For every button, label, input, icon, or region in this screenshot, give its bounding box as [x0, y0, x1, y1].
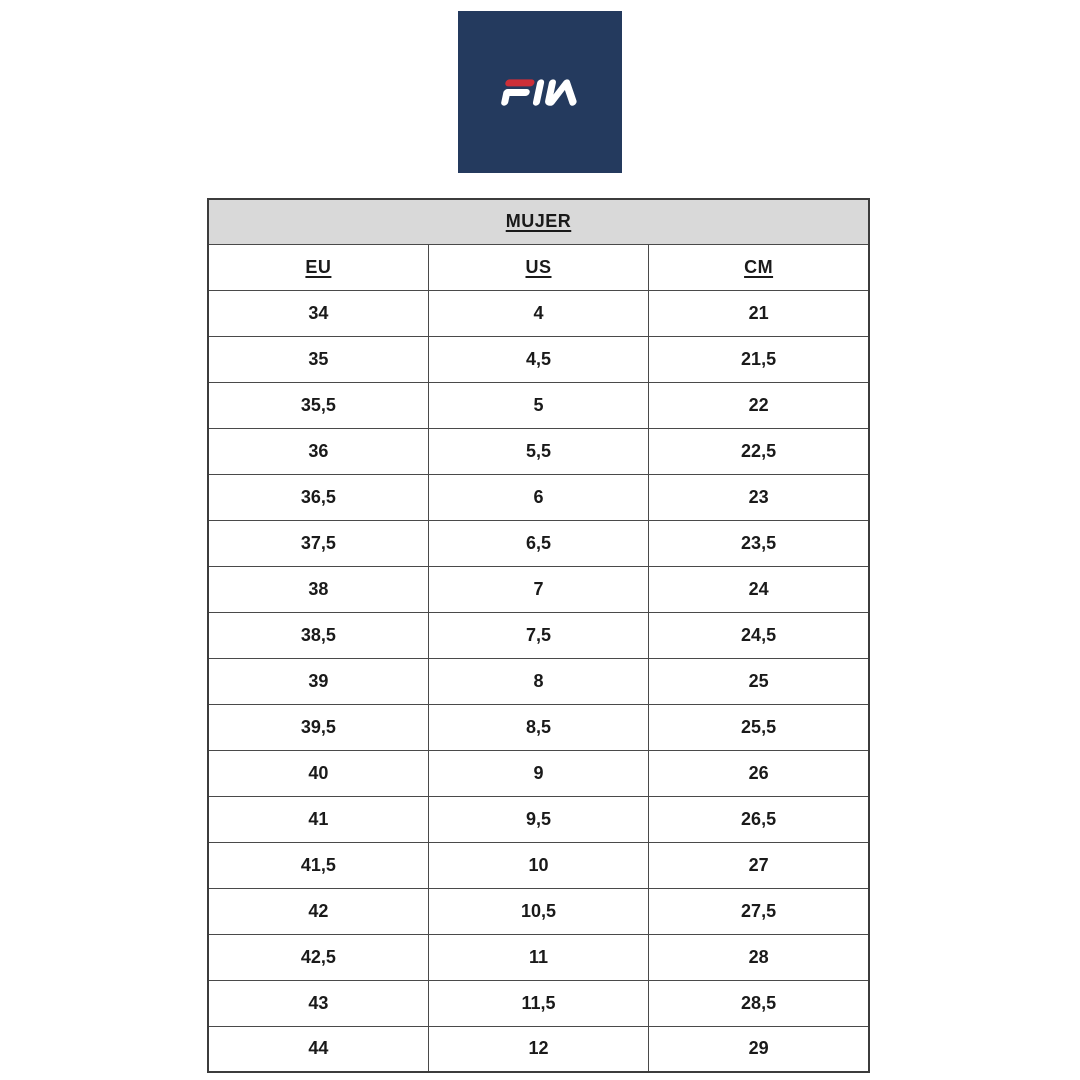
size-cell: 8 — [428, 658, 648, 704]
table-row — [208, 888, 869, 934]
column-header-cm: CM — [649, 244, 869, 290]
size-cell: 21 — [649, 290, 869, 336]
size-cell: 39,5 — [208, 704, 428, 750]
size-cell: 5,5 — [428, 428, 648, 474]
size-cell: 9 — [428, 750, 648, 796]
size-cell: 10,5 — [428, 888, 648, 934]
size-cell: 43 — [208, 980, 428, 1026]
size-cell: 6,5 — [428, 520, 648, 566]
size-cell: 36 — [208, 428, 428, 474]
size-cell: 35 — [208, 336, 428, 382]
size-cell: 5 — [428, 382, 648, 428]
size-cell: 22 — [649, 382, 869, 428]
size-cell: 39 — [208, 658, 428, 704]
size-cell: 4,5 — [428, 336, 648, 382]
size-cell: 10 — [428, 842, 648, 888]
size-cell: 42 — [208, 888, 428, 934]
table-row — [208, 980, 869, 1026]
table-title-cell — [208, 199, 869, 244]
table-row — [208, 658, 869, 704]
table-title: MUJER — [505, 211, 572, 232]
size-cell: 7,5 — [428, 612, 648, 658]
table-row — [208, 566, 869, 612]
size-cell: 22,5 — [649, 428, 869, 474]
table-row — [208, 934, 869, 980]
table-row — [208, 796, 869, 842]
table-row — [208, 428, 869, 474]
size-cell: 9,5 — [428, 796, 648, 842]
size-chart-table — [207, 198, 870, 1073]
table-row — [208, 612, 869, 658]
size-cell: 38 — [208, 566, 428, 612]
size-cell: 42,5 — [208, 934, 428, 980]
size-cell: 26,5 — [649, 796, 869, 842]
table-row — [208, 1026, 869, 1072]
size-cell: 36,5 — [208, 474, 428, 520]
size-cell: 26 — [649, 750, 869, 796]
size-cell: 4 — [428, 290, 648, 336]
size-cell: 37,5 — [208, 520, 428, 566]
size-cell: 29 — [649, 1026, 869, 1072]
size-cell: 35,5 — [208, 382, 428, 428]
size-cell: 7 — [428, 566, 648, 612]
size-cell: 34 — [208, 290, 428, 336]
size-cell: 41 — [208, 796, 428, 842]
size-cell: 21,5 — [649, 336, 869, 382]
fila-wordmark-icon — [497, 78, 583, 106]
size-cell: 38,5 — [208, 612, 428, 658]
size-cell: 11 — [428, 934, 648, 980]
size-cell: 12 — [428, 1026, 648, 1072]
table-row — [208, 382, 869, 428]
size-cell: 27 — [649, 842, 869, 888]
table-row — [208, 842, 869, 888]
table-row — [208, 750, 869, 796]
size-cell: 6 — [428, 474, 648, 520]
size-cell: 23 — [649, 474, 869, 520]
size-cell: 40 — [208, 750, 428, 796]
table-row — [208, 474, 869, 520]
size-cell: 25 — [649, 658, 869, 704]
table-row — [208, 704, 869, 750]
table-row — [208, 520, 869, 566]
size-cell: 41,5 — [208, 842, 428, 888]
size-cell: 28,5 — [649, 980, 869, 1026]
size-cell: 23,5 — [649, 520, 869, 566]
size-cell: 25,5 — [649, 704, 869, 750]
column-header-us: US — [428, 244, 648, 290]
column-header-eu: EU — [208, 244, 428, 290]
table-title-row — [208, 199, 869, 244]
size-cell: 11,5 — [428, 980, 648, 1026]
table-row — [208, 336, 869, 382]
size-cell: 28 — [649, 934, 869, 980]
size-cell: 8,5 — [428, 704, 648, 750]
table-body — [208, 290, 869, 1072]
size-cell: 44 — [208, 1026, 428, 1072]
column-header-row — [208, 244, 869, 290]
table-row — [208, 290, 869, 336]
size-cell: 24,5 — [649, 612, 869, 658]
size-cell: 27,5 — [649, 888, 869, 934]
fila-logo — [458, 11, 622, 173]
size-cell: 24 — [649, 566, 869, 612]
